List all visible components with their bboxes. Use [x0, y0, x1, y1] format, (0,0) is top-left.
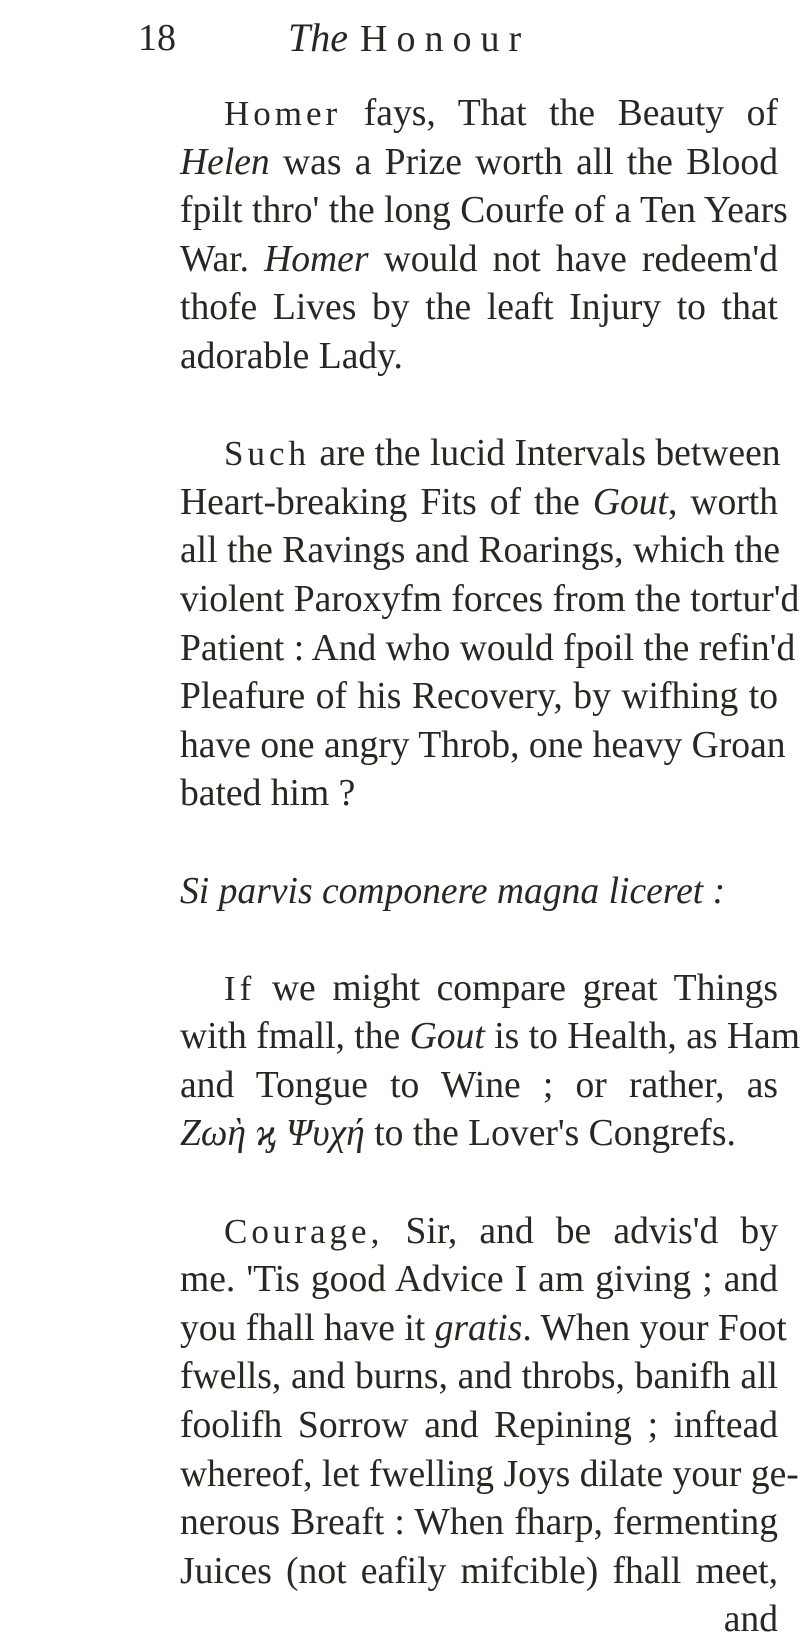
text-line	[136, 1305, 787, 1354]
lead-word: Courage,	[224, 1211, 384, 1251]
catchword: and	[723, 1599, 778, 1641]
text-line: whereof, let fwelling Joys dilate your ge-	[180, 1453, 799, 1495]
italic-name: Helen	[180, 141, 270, 183]
text-line	[136, 236, 778, 285]
text-line: Pleafure of his Recovery, by wifhing to	[180, 676, 778, 718]
text-line: foolifh Sorrow and Repining ; inftead	[180, 1405, 778, 1447]
text-line: thofe Lives by the leaft Injury to that	[180, 287, 778, 329]
latin-quote: Si parvis componere magna liceret :	[180, 870, 726, 912]
text-fragment: Heart-breaking Fits of the	[180, 481, 580, 523]
text-line	[136, 1013, 800, 1062]
text-line: have one angry Throb, one heavy Groan	[180, 724, 786, 766]
text-fragment: fays, That the Beauty of	[363, 93, 778, 134]
text-line: fpilt thro' the long Courfe of a Ten Years	[180, 190, 788, 232]
page-number: 18	[138, 17, 176, 59]
text-line: fwells, and burns, and throbs, banifh all	[180, 1356, 778, 1398]
text-line: Juices (not eafily mifcible) fhall meet,	[180, 1550, 778, 1592]
text-line: adorable Lady.	[180, 335, 403, 377]
text-line: all the Ravings and Roarings, which the	[180, 530, 781, 572]
paragraph-such	[136, 430, 800, 819]
text-fragment: with fmall, the	[180, 1016, 401, 1058]
text-line: bated him ?	[180, 773, 356, 815]
text-line	[136, 1062, 778, 1111]
greek-phrase: Ζωὴ ϗ Ψυχή	[180, 1113, 365, 1155]
italic-word: Gout	[409, 1016, 485, 1058]
body-text	[136, 90, 800, 1645]
text-line: nerous Breaft : When fharp, fermenting	[180, 1502, 778, 1544]
text-line: Patient : And who would fpoil the refin'd	[180, 627, 796, 669]
italic-name: Homer	[264, 238, 369, 280]
lead-word: Such	[224, 434, 310, 474]
text-fragment: is to Health, as Ham	[494, 1016, 800, 1058]
running-header	[138, 8, 758, 68]
text-fragment: was a Prize worth all the Blood	[283, 141, 778, 183]
text-fragment: you fhall have it	[180, 1307, 426, 1349]
text-fragment: , worth	[668, 481, 779, 523]
text-line	[136, 430, 781, 479]
text-line	[136, 90, 778, 139]
lead-word: If	[224, 968, 256, 1008]
running-title	[288, 8, 530, 69]
text-fragment: . When your Foot	[522, 1307, 787, 1349]
text-line: violent Paroxyfm forces from the tortur'd	[180, 578, 800, 620]
running-title-word: Honour	[360, 18, 531, 60]
text-fragment: are the lucid Intervals between	[319, 433, 781, 475]
text-fragment: and Tongue to Wine ; or rather, as	[180, 1064, 778, 1106]
text-fragment: Sir, and be advis'd by	[405, 1210, 778, 1252]
running-title-the: The	[288, 15, 348, 60]
text-line	[136, 1208, 778, 1257]
text-line	[136, 479, 778, 528]
text-fragment: War.	[180, 238, 249, 280]
text-line: me. 'Tis good Advice I am giving ; and	[180, 1259, 778, 1301]
text-fragment: to the Lover's Congrefs.	[374, 1113, 736, 1155]
text-fragment: we might compare great Things	[271, 967, 778, 1009]
paragraph-homer	[136, 90, 788, 382]
italic-word: gratis	[434, 1307, 523, 1349]
paragraph-courage	[136, 1208, 799, 1645]
lead-word: Homer	[224, 94, 342, 133]
text-fragment: would not have redeem'd	[383, 238, 778, 280]
text-line	[136, 965, 778, 1014]
paragraph-if	[136, 965, 800, 1159]
text-line	[136, 139, 778, 188]
italic-word: Gout	[592, 481, 668, 523]
text-line	[136, 1110, 778, 1159]
